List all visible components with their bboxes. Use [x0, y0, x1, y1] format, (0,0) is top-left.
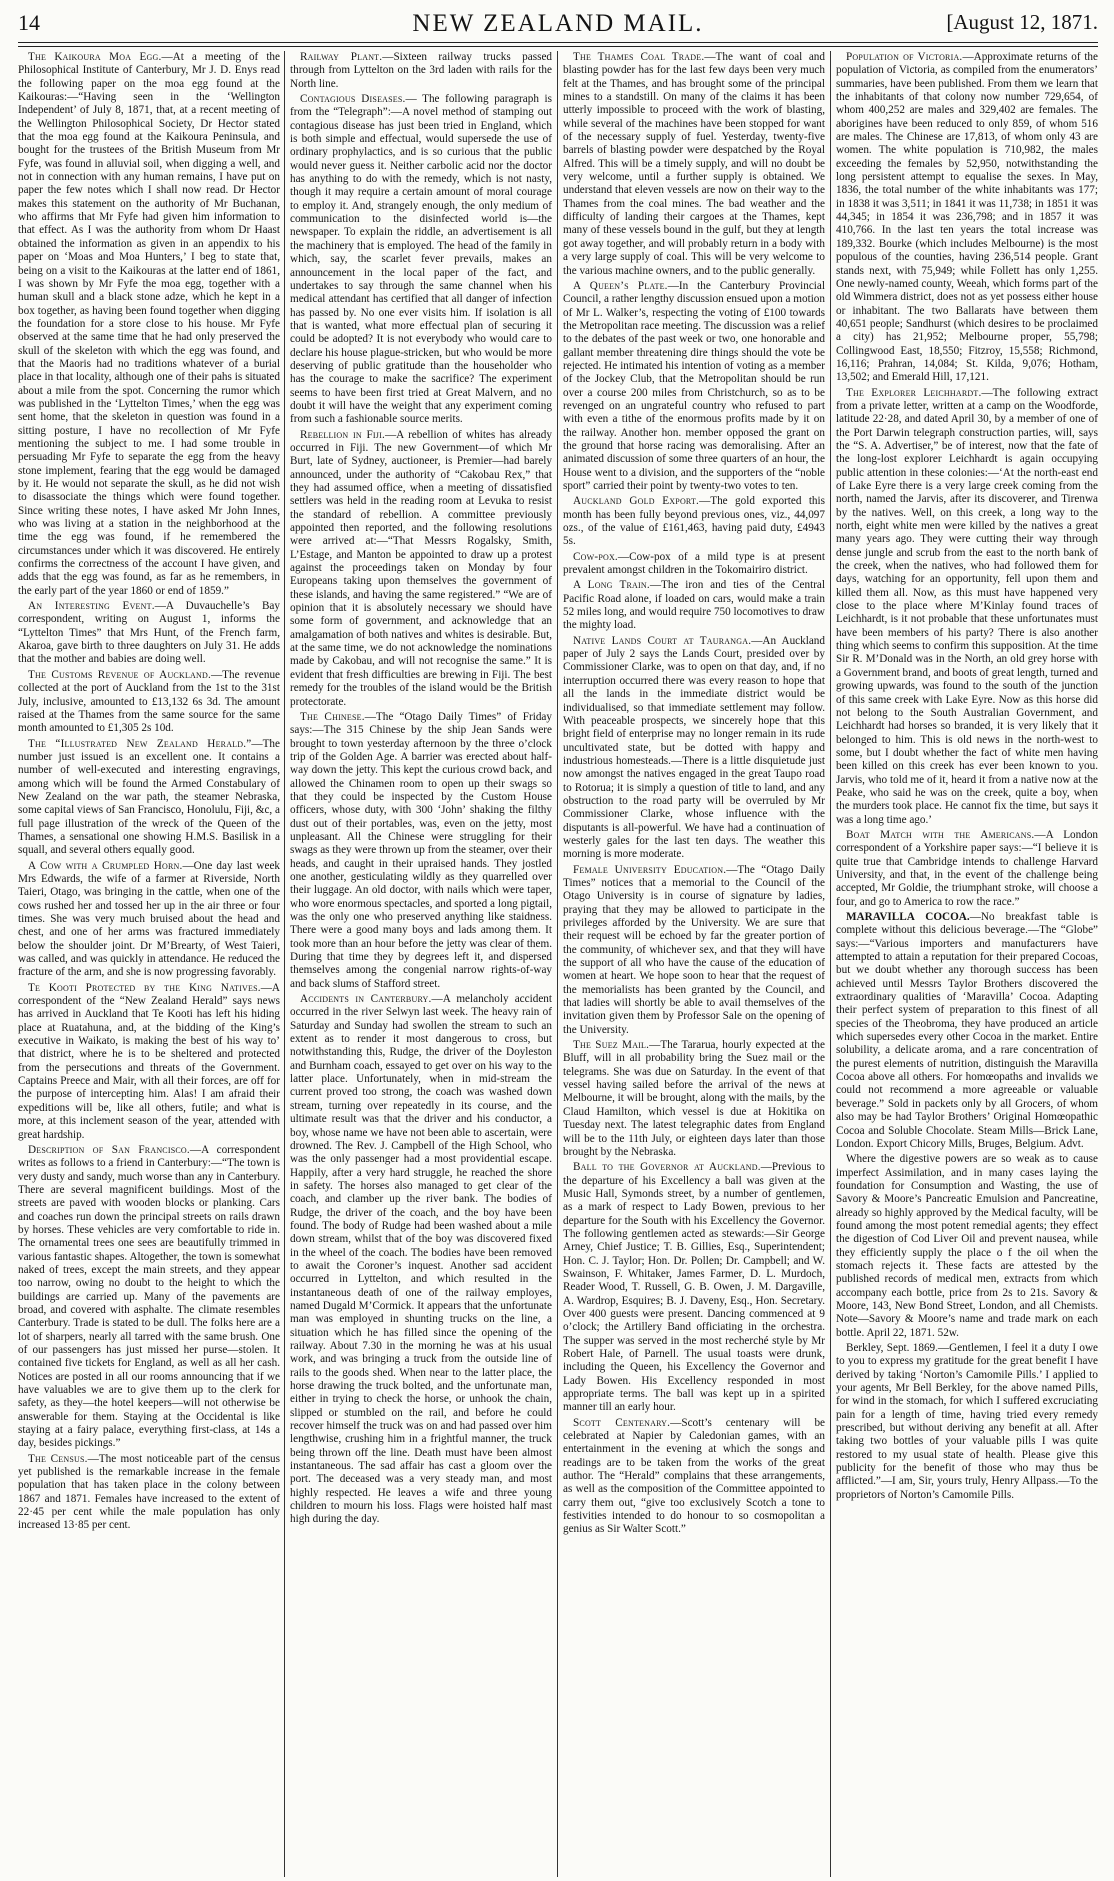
- article-body: —A correspondent writes as follows to a friend in Canterbury:—“The town is very dusty and sandy, much worse than any in Canterbury. There are several magnificent buildings. Most of the streets are paved with wooden blocks or planking. Cars and coaches run down the principal streets on rails drawn by horses. These vehicles are very comfortable to ride in. The ornamental trees one sees are beautifully trimmed in various fantastic shapes. Altogether, the town is somewhat naked of trees, except the main streets, and they appear too narrow, owing no doubt to the height to which the buildings are carried up. Many of the pavements are broad, and covered with asphalte. The climate resembles Canterbury. Trade is stated to be dull. The folks here are a lot of sharpers, nearly all tarred with the same brush. One of our passengers has just missed her purse—stolen. It contained five tickets for England, as well as all her cash. Notices are posted in all our rooms announcing that if we have valuables we are to give them up to the clerk for safety, as they—the hotel keepers—will not otherwise be answerable for them. Staying at the Occidental is like staying at a fairy palace, everything first-class, at 14s a day, besides pickings.”: [18, 1143, 280, 1450]
- article-body: —The “Otago Daily Times” notices that a memorial to the Council of the Otago University is in course of signature by ladies, praying that they may be allowed to participate in the privileges afforded by the University. We are sure that their request will be echoed by far the greater portion of the community, of whichever sex, and that they will have the support of all who have the cause of the education of women at heart. We hope soon to hear that the request of the memorialists has been granted by the Council, and that ladies will shortly be able to avail themselves of the invitation given them by Professor Sale on the opening of the University.: [563, 863, 825, 1036]
- article-heading: A Long Train.: [573, 579, 650, 592]
- column-divider: [557, 51, 558, 1877]
- header-rule-bottom: [18, 46, 1098, 47]
- article-paragraph: [18, 51, 280, 598]
- article-paragraph: [836, 51, 1098, 385]
- article-paragraph: [290, 51, 552, 91]
- article-paragraph: [563, 1039, 825, 1159]
- article-paragraph: [836, 387, 1098, 827]
- article-body: —The most noticeable part of the census yet published is the remarkable increase in the female population that has taken place in the colony between 1867 and 1871. Females have increased to the extent of 22·45 per cent while the male population has only increased 13·85 per cent.: [18, 1452, 280, 1532]
- article-body: —A Duvauchelle’s Bay correspondent, writing on August 1, informs the “Lyttelton Times” that Mrs Hunt, of the French farm, Akaroa, gave birth to three daughters on July 31. He adds that the mother and babies are doing well.: [18, 600, 280, 666]
- article-heading: Contagious Diseases.: [300, 93, 406, 106]
- article-heading: Te Kooti Protected by the King Natives.: [28, 981, 261, 994]
- article-heading: Scott Centenary.: [573, 1416, 671, 1429]
- article-body: —The number just issued is an excellent one. It contains a number of well-executed and interesting engravings, among which will be found the Armed Constabulary of New Zealand on the war path, the steamer Nebraska, some capital views of San Francisco, Honolulu, Fiji, &c, a full page illustration of the wreck of the Queen of the Thames, a sensational one showing H.M.S. Basilisk in a squall, and several others equally good.: [18, 737, 280, 857]
- article-paragraph: [836, 1342, 1098, 1502]
- article-heading: Accidents in Canterbury.: [300, 993, 432, 1006]
- article-body: —A London correspondent of a Yorkshire paper says:—“I believe it is quite true that Cambridge intends to challenge Harvard University, and that, in the event of the challenge being accepted, Mr Goldie, the triumphant stroke, will choose a four, and go to America to row the race.”: [836, 828, 1098, 908]
- article-body: —Sixteen railway trucks passed through from Lyttelton on the 3rd laden with rails for the North line.: [290, 51, 552, 90]
- article-paragraph: [563, 280, 825, 494]
- article-body: —Approximate returns of the population of Victoria, as compiled from the enumerators’ summaries, have been published. From them we learn that the inhabitants of that colony now number 729,654, of whom 400,252 are males and 329,402 are females. The aborigines have been reduced to only 859, of whom 516 are males. The Chinese are 17,813, of whom only 43 are women. The white population is 710,982, the males exceeding the females by 52,950, notwithstanding the long persistent attempt to equalise the sexes. In May, 1836, the total number of the white inhabitants was 177; in 1838 it was 3,511; in 1841 it was 11,738; in 1851 it was 44,345; in 1854 it was 236,798; and in 1857 it was 410,766. In the last ten years the total increase was 189,332. Bourke (which includes Melbourne) is the most populous of the counties, having 236,514 people. Grant stands next, with 75,949; while Follett has only 1,255. One newly-named county, Weeah, which forms part of the old Wimmera district, does not as yet possess either house or inhabitant. The two Ballarats have between them 40,651 people; Sandhurst (which desires to be proclaimed a city) has 21,952; Melbourne proper, 55,798; Collingwood East, 18,550; Fitzroy, 15,558; Richmond, 16,116; Prahran, 14,084; St. Kilda, 9,076; Hotham, 13,502; and Emerald Hill, 17,121.: [836, 51, 1098, 384]
- article-paragraph: [563, 864, 825, 1037]
- issue-date: [August 12, 1871.: [946, 10, 1098, 34]
- article-body: —Scott’s centenary will be celebrated at Napier by Caledonian games, with an entertainment in the evening at which the songs and readings are to be taken from the works of the great author. The “Herald” complains that these arrangements, as well as the composition of the Committee appointed to carry them out, “give too exclusively Scotch a tone to festivities intended to do honour to so cosmopolitan a genius as Sir Walter Scott.”: [563, 1416, 825, 1536]
- page-header: [18, 8, 1098, 42]
- article-body: —The “Otago Daily Times” of Friday says:—The 315 Chinese by the ship Jean Sands were brought to town yesterday afternoon by the three o’clock trip of the Golden Age. A barrier was erected about half-way down the jetty. This kept the curious crowd back, and allowed the Chinamen room to open up their swags so that they could be inspected by the Custom House officers, whose duty, with 300 ‘John’ shaking the filthy dust out of their portables, was, even on the jetty, most unpleasant. All the Chinese were struggling for their swags as they were thrown up from the steamer, over their heads, and caught in their upraised hands. They jostled one another, gesticulating wildly as they quarrelled over their luggage. An old doctor, with nails which were taper, who wore enormous spectacles, and sported a long pigtail, was the only one who preserved anything like staidness. There were a good many boys and lads among them. It took more than an hour before the jetty was clear of them. During that time they by degrees left it, and dispersed themselves among the congenial narrow rights-of-way and back slums of Stafford street.: [290, 710, 552, 990]
- article-heading: Boat Match with the Americans.: [846, 828, 1035, 841]
- article-body: —Cow-pox of a mild type is at present prevalent amongst children in the Tokomairiro district.: [563, 550, 825, 577]
- column-divider: [830, 51, 831, 1877]
- article-paragraph: [563, 1417, 825, 1537]
- article-body: —A rebellion of whites has already occurred in Fiji. The new Government—of which Mr Burt, late of Sydney, auctioneer, is Premier—had barely announced, under the authority of “Cakobau Rex,” that they had assumed office, when a meeting of dissatisfied settlers was held in the reading room at Levuka to resist the standard of rebellion. A committee previously appointed then reported, and the following resolutions were arrived at:—“That Messrs Rogalsky, Smith, L’Estage, and Manton be appointed to draw up a protest against the proceedings taken on Monday by four Europeans taking upon themselves the government of these islands, and having the same registered.” “We are of opinion that it is absolutely necessary we should have some form of government, and acknowledge that an amalgamation of both natives and whites is desirable. But, at the same time, we do not acknowledge the nominations made by Cakobau, and will not recognise the same.” It is evident that fresh difficulties are brewing in Fiji. The best remedy for the troubles of the island would be the British protectorate.: [290, 428, 552, 708]
- article-body: —Previous to the departure of his Excellency a ball was given at the Music Hall, Symonds street, by a number of gentlemen, as a mark of respect to Lady Bowen, previous to her departure for the South with his Excellency the Governor. The following gentlemen acted as stewards:—Sir George Arney, Chief Justice; T. B. Gillies, Esq., Superintendent; Hon. C. J. Taylor; Hon. Dr. Pollen; Dr. Campbell; and W. Swainson, F. Whitaker, James Farmer, D. L. Murdoch, Reader Wood, T. Russell, G. B. Owen, J. M. Dargaville, A. Wardrop, Esquires; B. J. Daveny, Esq., Hon. Secretary. Over 400 guests were present. Dancing commenced at 9 o’clock; the Artillery Band officiating in the orchestra. The supper was served in the most recherché style by Mr Robert Hale, of Parnell. The usual toasts were drunk, including the Queen, his Excellency the Governor and Lady Bowen. His Excellency responded in most appropriate terms. The ball was kept up in a spirited manner till an early hour.: [563, 1161, 825, 1414]
- article-heading: A Cow with a Crumpled Horn.: [28, 859, 183, 872]
- article-paragraph: [18, 982, 280, 1142]
- article-heading: The Kaikoura Moa Egg.: [28, 51, 162, 63]
- article-paragraph: [290, 711, 552, 991]
- article-paragraph: [563, 635, 825, 862]
- article-heading: The Suez Mail.: [573, 1039, 650, 1052]
- article-paragraph: [563, 551, 825, 578]
- article-heading: Cow-pox.: [573, 550, 618, 563]
- article-heading: A Queen’s Plate.: [573, 279, 668, 292]
- article-paragraph: [18, 860, 280, 980]
- article-body: —In the Canterbury Provincial Council, a rather lengthy discussion ensued upon a motion of Mr L. Walker’s, respecting the voting of £100 towards the Metropolitan race meeting. The discussion was a relief to the debates of the past week or two, one honorable and gallant member threatening dire things should the vote be rejected. He intimated his intention of voting as a member of the Jockey Club, that the Metropolitan should be run over a course 200 miles from Christchurch, so as to be revenged on an ungrateful country who refused to part with even a tithe of the enormous profits made by it on the railway. Another hon. member opposed the grant on the ground that horse racing was demoralising. After an animated discussion of some three quarters of an hour, the House went to a division, and the supporters of the “noble sport” carried their point by twenty-two votes to ten.: [563, 279, 825, 492]
- article-body: —An Auckland paper of July 2 says the Lands Court, presided over by Commissioner Clarke, was to open on that day, and, if no interruption occurred there was every reason to hope that all the lands in the immediate district would be individualised, so that immediate settlement may follow. With peaceable prospects, we sincerely hope that this bright field of enterprise may no longer remain in its rude uncultivated state, but be dotted with happy and industrious homesteads.—There is a little disquietude just now amongst the natives engaged in the great Taupo road to Rotorua; it is simply a question of title to land, and any obstruction to the road party will be overruled by Mr Commissioner Clarke, whose influence with the disputants is all-powerful. We have had a continuation of westerly gales for the last ten days. The weather this morning is more moderate.: [563, 634, 825, 861]
- article-paragraph: [563, 1161, 825, 1415]
- article-paragraph: [836, 1153, 1098, 1340]
- article-paragraph: [18, 669, 280, 736]
- article-body: Where the digestive powers are so weak as to cause imperfect Assimilation, and in many cases laying the foundation for Consumption and Wasting, the use of Savory & Moore’s Pancreatic Emulsion and Pancreatine, already so highly approved by the Medical faculty, will be found among the most potent remedial agents; they effect the digestion of Cod Liver Oil and prevent nausea, while they efficiently supply the place o f the oil when the stomach rejects it. These facts are attested by the published records of medical men, extracts from which accompany each bottle, price from 2s to 21s. Savory & Moore, 143, New Bond Street, London, and all Chemists. Note—Savory & Moore’s name and trade mark on each bottle. April 22, 1871. 52w.: [836, 1153, 1098, 1339]
- article-heading: Railway Plant.: [300, 51, 383, 63]
- article-heading: Ball to the Governor at Auckland.: [573, 1161, 761, 1174]
- article-heading: The Chinese.: [300, 710, 365, 723]
- article-heading: The “Illustrated New Zealand Herald.”: [28, 737, 252, 750]
- column-2: [290, 51, 552, 1877]
- article-body: —The gold exported this month has been fully beyond previous ones, viz., 44,097 ozs., of the value of £161,463, having paid duty, £4943 5s.: [563, 495, 825, 548]
- article-body: —The Tararua, hourly expected at the Bluff, will in all probability bring the Suez mail or the telegrams. She was due on Saturday. In the event of that vessel having sailed before the arrival of the news at Melbourne, it will be brought, along with the mails, by the Claud Hamilton, which vessel is due at Hokitika on Tuesday next. The latest telegraphic dates from England will be to the 11th July, or eighteen days later than those brought by the Nebraska.: [563, 1039, 825, 1158]
- column-3: [563, 51, 825, 1877]
- column-divider: [284, 51, 285, 1877]
- article-paragraph: [290, 993, 552, 1527]
- column-4: [836, 51, 1098, 1877]
- article-heading: Native Lands Court at Tauranga.: [573, 634, 752, 647]
- column-1: [18, 51, 280, 1877]
- header-rule-top: [18, 42, 1098, 43]
- article-heading: Rebellion in Fiji.: [300, 428, 385, 441]
- article-heading: Auckland Gold Export.: [573, 495, 700, 508]
- article-body: —The revenue collected at the port of Auckland from the 1st to the 31st July, inclusive, amounted to £13,132 6s 3d. The amount raised at the Thames from the same source for the same month amounted to £1,305 2s 10d.: [18, 668, 280, 735]
- article-paragraph: [18, 1144, 280, 1451]
- page-number: 14: [18, 10, 40, 35]
- article-body: —A correspondent of the “New Zealand Herald” says news has arrived in Auckland that Te Kooti has left his hiding place at Ruatahuna, and, at the bidding of the King’s executive in Waikato, is making the best of his way to’ that district, where he is to be sheltered and protected from the persecutions and threats of the Government. Captains Preece and Mair, with all their forces, are off for the purpose of intercepting him. Alas! I am afraid their expeditions will be, like all others, futile; and what is more, at this inclement season of the year, attended with great hardship.: [18, 981, 280, 1141]
- article-paragraph: [290, 429, 552, 709]
- article-paragraph: [836, 829, 1098, 909]
- article-heading: Population of Victoria.: [846, 51, 963, 63]
- article-body: —The following extract from a private letter, written at a camp on the Woodforde, latitude 22·28, and dated April 30, by a member of one of the Port Darwin telegraph construction parties, will, says the “S. A. Advertiser,” be of interest, now that the fate of the long-lost explorer Leichhardt is again occupying public attention in these colonies:—‘At the north-east end of Lake Eyre there is a very large creek coming from the north, named the Jarvis, after its discoverer, and Tirenwa by the natives. Well, on this creek, a long way to the north, eight white men were killed by the natives a great many years ago. They were cutting their way through dense jungle and scrub from the east to the north bank of the creek, when the natives, who had followed them for days, watching for an opportunity, fell upon them and killed them all. Now, as this must have happened very close to the place where M’Kinlay found traces of Leichhardt, is it not probable that these unfortunates must have been members of his party? There is also another thing which seems to confirm this supposition. At the time Sir R. M’Donald was in the North, an old grey horse with a Government brand, and boots of great length, turned and growing upwards, was found to the south of the junction of this same creek with Lake Eyre. Now as this horse did not belong to the South Australian Government, and Leichhardt had horses so branded, it is very likely that it belonged to him. This is old news in the north-west to some, but I doubt whether the fact of white men having been killed on this creek has ever been known to you. Jarvis, who told me of it, heard it from a native now at the Peake, who said he was on the creek, quite a boy, when the murders took place. He cannot fix the time, but says it was a long time ago.’: [836, 386, 1098, 826]
- article-paragraph: [18, 1453, 280, 1533]
- article-paragraph: [563, 51, 825, 278]
- article-paragraph: [563, 579, 825, 632]
- article-body: —One day last week Mrs Edwards, the wife of a farmer at Riverside, North Taieri, Otago, was bringing in the cattle, when one of the cows rushed her and tossed her up in the air three or four times. She was very much bruised about the head and chest, and one of her arms was fractured immediately below the shoulder joint. Dr M’Brearty, of West Taieri, was called, and was quickly in attendance. He reduced the fracture of the arm, and she is now progressing favorably.: [18, 859, 280, 979]
- article-paragraph: [563, 495, 825, 548]
- article-body: —No breakfast table is complete without this delicious beverage.—The “Globe” says:—“Various importers and manufacturers have attempted to attain a reputation for their prepared Cocoas, but we doubt whether any thorough success has been achieved until Messrs Taylor Brothers discovered the extraordinary qualities of ‘Maravilla’ Cocoa. Adapting their perfect system of preparation to this finest of all species of the Theobroma, they have produced an article which supersedes every other Cocoa in the market. Entire solubility, a delicate aroma, and a rare concentration of the purest elements of nutrition, distinguish the Maravilla Cocoa above all others. For homœopaths and invalids we could not recommend a more agreeable or valuable beverage.” Sold in packets only by all Grocers, of whom also may be had Taylor Brothers’ Original Homœopathic Cocoa and Soluble Chocolate. Steam Mills—Brick Lane, London. Export Chicory Mills, Bruges, Belgium. Advt.: [836, 911, 1098, 1150]
- article-body: —A melancholy accident occurred in the river Selwyn last week. The heavy rain of Saturday and Sunday had swollen the stream to such an extent as to render it most dangerous to cross, but notwithstanding this, Rudge, the driver of the Doyleston and Burnham coach, essayed to get over on his way to the latter place. Unfortunately, when in mid-stream the current proved too strong, the coach was washed down stream, turning over repeatedly in its course, and the ultimate result was that the driver and his conductor, a boy, whose name we have not been able to ascertain, were drowned. The Rev. J. Campbell of the High School, who was the only passenger had a most providential escape. Happily, after a very hard struggle, he reached the shore in safety. The horses also managed to get clear of the coach, and clamber up the river bank. The bodies of Rudge, the driver of the coach, and the boy have been found. The body of Rudge had been washed about a mile down stream, whilst that of the boy was discovered fixed in the wheel of the coach. The bodies have been removed to await the Coroner’s inquest. Another sad accident occurred in Lyttelton, and which resulted in the instantaneous death of one of the railway employes, named Dugald M’Cormick. It appears that the unfortunate man was employed in shunting trucks on the line, a situation which he has filled since the opening of the railway. About 7.30 in the morning he was at his usual work, and was bringing a truck from the outside line of rails to the goods shed. When near to the latter place, the horse drawing the truck bolted, and the unfortunate man, either in trying to check the horse, or unhook the chain, slipped or stumbled on the rail, and before he could recover himself the truck was on and had passed over him lengthwise, crushing him in a frightful manner, the truck being thrown off the line. Death must have been almost instantaneous. The sad affair has cast a gloom over the port. The deceased was a very steady man, and most highly respected. He leaves a wife and three young children to mourn his loss. Flags were hoisted half mast high during the day.: [290, 993, 552, 1526]
- article-heading: MARAVILLA COCOA.: [846, 911, 970, 923]
- article-heading: An Interesting Event.: [28, 600, 155, 613]
- article-paragraph: [290, 93, 552, 427]
- article-paragraph: [18, 738, 280, 858]
- article-body: — The following paragraph is from the “Telegraph”:—A novel method of stamping out contagious disease has just been tried in England, which is both simple and effectual, would supersede the use of ordinary prophylactics, and is so curious that the public would never guess it. Neither carbolic acid nor the doctor has anything to do with the remedy, which is not nasty, though it may require a certain amount of moral courage to employ it. And, strangely enough, the only medium of communication to the disinfected world is—the newspaper. To explain the riddle, an advertisement is all the machinery that is employed. The head of the family in which, say, the scarlet fever prevails, makes an announcement in the local paper of the fact, and undertakes to say through the same channel when his medical attendant has certified that all danger of infection has passed by. No one ever visits him. If isolation is all that is wanted, what more effectual plan of securing it could be adopted? It is not everybody who would care to declare his house plague-stricken, but who would be more deserving of public gratitude than the householder who has the courage to make the sacrifice? The experiment seems to have been first tried at Great Malvern, and no doubt it will have the weight that any experiment coming from such a fashionable source merits.: [290, 93, 552, 426]
- article-heading: The Explorer Leichhardt.: [846, 386, 982, 399]
- article-body: —The want of coal and blasting powder has for the last few days been very much felt at the Thames, and has brought some of the principal mines to a standstill. On many of the claims it has been utterly impossible to proceed with the work of blasting, while several of the machines have been stopped for want of the necessary supply of fuel. Yesterday, twenty-five barrels of blasting powder were despatched by the Royal Alfred. This will be a timely supply, and will no doubt be very welcome, until a further supply is obtained. We understand that eleven vessels are now on their way to the Thames from the coal mines. The bad weather and the difficulty of landing their cargoes at the Thames, kept many of these vessels bound in the gulf, but they at length got away together, and will probably return in a body with a very large supply of coal. This will be very welcome to the various machine owners, and to the public generally.: [563, 51, 825, 277]
- article-paragraph: [836, 911, 1098, 1151]
- article-body: Berkley, Sept. 1869.—Gentlemen, I feel it a duty I owe to you to express my gratitude for the great benefit I have derived by taking ‘Norton’s Camomile Pills.’ I applied to your agents, Mr Bell Berkley, for the above named Pills, for wind in the stomach, for which I suffered excruciating pain for a length of time, having tried every remedy prescribed, but without deriving any benefit at all. After taking two bottles of your valuable pills I was quite restored to my usual state of health. Please give this publicity for the benefit of those who may thus be afflicted.”—I am, Sir, yours truly, Henry Allpass.—To the proprietors of Norton’s Camomile Pills.: [836, 1342, 1098, 1501]
- masthead-title: NEW ZEALAND MAIL.: [412, 10, 704, 37]
- article-heading: Female University Education.: [573, 863, 727, 876]
- article-paragraph: [18, 600, 280, 667]
- article-heading: Description of San Francisco.: [28, 1143, 190, 1156]
- article-heading: The Customs Revenue of Auckland.: [28, 668, 211, 681]
- article-heading: The Census.: [28, 1452, 88, 1465]
- article-heading: The Thames Coal Trade.: [573, 51, 705, 63]
- article-body: —At a meeting of the Philosophical Institute of Canterbury, Mr J. D. Enys read the following paper on the moa egg found at the Kaikouras:—“Having seen in the ‘Wellington Independent’ of July 8, 1871, that, at a recent meeting of the Wellington Philosophical Society, Dr Hector stated that the moa egg found at the Kaikoura Peninsula, and bought for the trustees of the British Museum from Mr Fyfe, was found in alluvial soil, when digging a well, and not in connection with any human remains, I have put on paper the few notes which I shall now read. Dr Hector makes this statement on the authority of Mr Buchanan, who affirms that Mr Fyfe had given him information to that effect. As I was the authority from whom Dr Haast obtained the information as given in an appendix to his paper on ‘Moas and Moa Hunters,’ I beg to state that, being on a visit to the Kaikouras at the latter end of 1861, I was shown by Mr Fyfe the moa egg, together with a human skull and a black stone adze, which he kept in a box together, as having been found together when digging the foundation for a store close to his house. Mr Fyfe observed at the same time that he had only preserved the skull of the skeleton with which the egg was found, and that the Maoris had no traditions whatever of a burial place in that locality, although one of their pahs is situated about a mile from the spot. Concerning the rumor which was published in the ‘Lyttelton Times,’ when the egg was sent home, that the skeleton in question was found in a sitting posture, I have no recollection of Mr Fyfe mentioning the subject to me. I had some trouble in persuading Mr Fyfe to separate the egg from the heavy stone implement, fearing that the egg would be damaged by it. He would not separate the skull, as he did not wish to disassociate the things which were found together. Since writing these notes, I have asked Mr John Innes, who was living at a station in the neighborhood at the time the egg was found, if he remembered the circumstances under which it was discovered. He entirely confirms the correctness of the account I have given, and adds that the egg was found, as far as he remembers, in the early part of the year 1860 or end of 1859.”: [18, 51, 280, 597]
- article-body: —The iron and ties of the Central Pacific Road alone, if loaded on cars, would make a train 52 miles long, and would require 750 locomotives to draw the mighty load.: [563, 579, 825, 632]
